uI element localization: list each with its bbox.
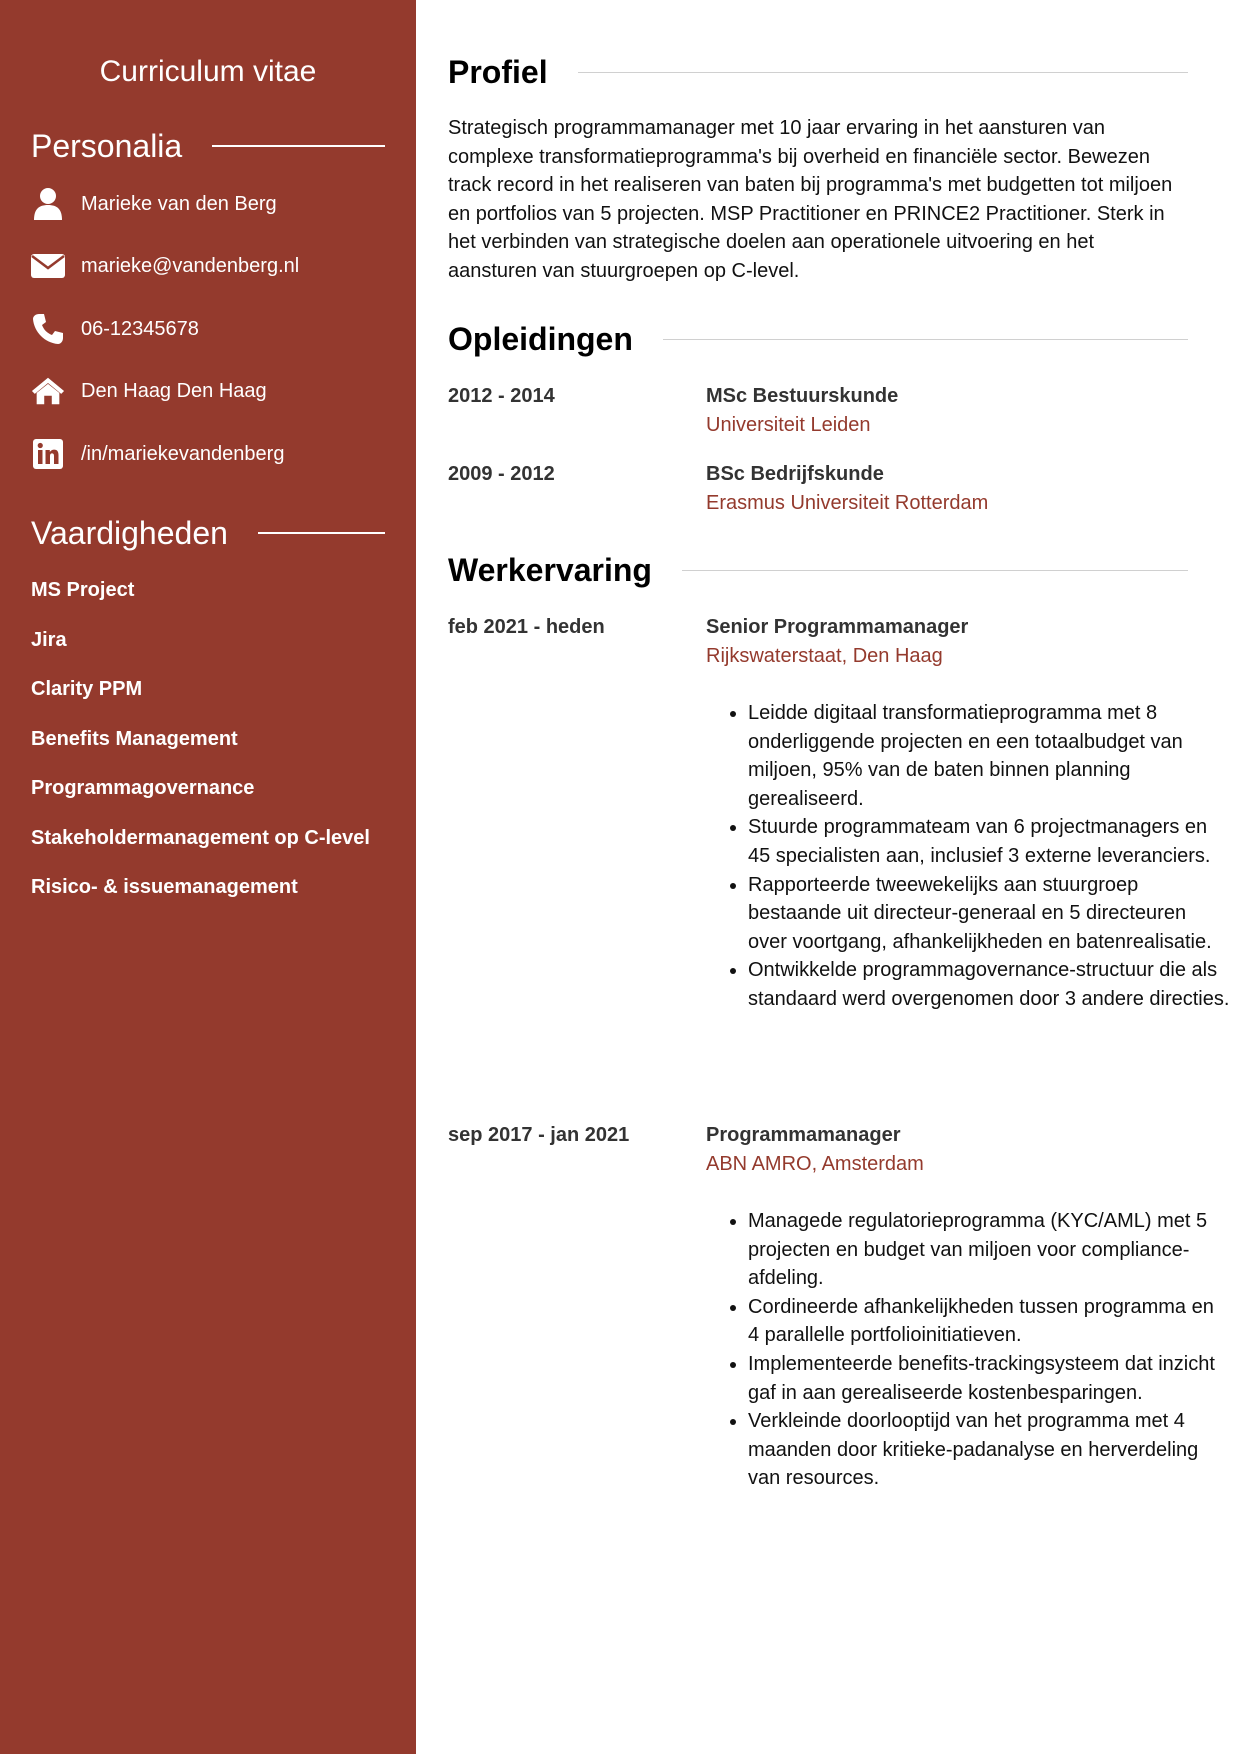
list-item: • Leidde digitaal transformatieprogramma met 8 onderliggende projecten en een totaalbudget van miljoen, 95% van de baten binnen planning gerealiseerd. <box>748 699 1230 813</box>
skills-divider <box>258 532 385 534</box>
education-degree: BSc Bedrijfskunde <box>706 463 884 485</box>
job-employer: Rijkswaterstaat, Den Haag <box>706 645 943 667</box>
job-employer: ABN AMRO, Amsterdam <box>706 1153 924 1175</box>
personalia-heading <box>31 126 385 166</box>
job-achievements <box>706 1207 1230 1493</box>
skill-item: Jira <box>31 629 67 651</box>
skill-item: Stakeholdermanagement op C-level <box>31 827 370 849</box>
contact-phone-text: 06-12345678 <box>81 317 199 340</box>
education-institution: Universiteit Leiden <box>706 414 871 436</box>
skills-heading <box>31 513 385 553</box>
contact-phone <box>31 309 199 349</box>
education-heading-text: Opleidingen <box>448 321 633 357</box>
skills-heading-text: Vaardigheden <box>31 515 228 551</box>
list-item: • Ontwikkelde programmagovernance-structuur die als standaard werd overgenomen door 3 andere directies. <box>748 956 1230 1013</box>
personalia-heading-text: Personalia <box>31 128 183 164</box>
envelope-icon <box>31 249 65 283</box>
job-period: feb 2021 - heden <box>448 616 605 638</box>
list-item: • Verkleinde doorlooptijd van het programma met 4 maanden door kritieke-padanalyse en herverdeling van resources. <box>748 1407 1230 1493</box>
list-item: • Stuurde programmateam van 6 projectmanagers en 45 specialisten aan, inclusief 3 externe leveranciers. <box>748 813 1230 870</box>
job-role: Programmamanager <box>706 1124 901 1146</box>
experience-divider <box>682 570 1188 571</box>
home-icon <box>31 374 65 408</box>
personalia-divider <box>212 145 385 147</box>
job-period: sep 2017 - jan 2021 <box>448 1124 630 1146</box>
education-period: 2009 - 2012 <box>448 463 555 485</box>
education-degree: MSc Bestuurskunde <box>706 385 899 407</box>
list-item: • Cordineerde afhankelijkheden tussen programma en 4 parallelle portfolioinitiatieven. <box>748 1293 1230 1350</box>
contact-linkedin-text[interactable]: /in/mariekevandenberg <box>81 442 285 465</box>
skill-item: Risico- & issuemanagement <box>31 876 298 898</box>
education-period: 2012 - 2014 <box>448 385 555 407</box>
contact-linkedin[interactable] <box>31 434 284 474</box>
job-achievements <box>706 699 1230 1014</box>
contact-name-text: Marieke van den Berg <box>81 192 277 215</box>
experience-heading-text: Werkervaring <box>448 552 652 588</box>
cv-title: Curriculum vitae <box>99 55 317 88</box>
education-divider <box>663 339 1188 340</box>
skill-item: Clarity PPM <box>31 678 143 700</box>
skill-item: Programmagovernance <box>31 777 255 799</box>
sidebar <box>0 0 416 1754</box>
profile-heading <box>448 50 1188 94</box>
experience-heading <box>448 548 1188 592</box>
contact-address-text: Den Haag Den Haag <box>81 379 267 402</box>
skill-item: Benefits Management <box>31 728 238 750</box>
skill-item: MS Project <box>31 579 135 601</box>
contact-name <box>31 184 277 224</box>
education-institution: Erasmus Universiteit Rotterdam <box>706 492 989 514</box>
job-role: Senior Programmamanager <box>706 616 969 638</box>
user-icon <box>31 187 65 221</box>
contact-email <box>31 246 299 286</box>
contact-address <box>31 371 267 411</box>
list-item: • Rapporteerde tweewekelijks aan stuurgroep bestaande uit directeur-generaal en 5 directeuren over voortgang, afhankelijkheden en batenrealisatie. <box>748 871 1230 957</box>
profile-heading-text: Profiel <box>448 54 548 90</box>
list-item: • Managede regulatorieprogramma (KYC/AML) met 5 projecten en budget van miljoen voor compliance-afdeling. <box>748 1207 1230 1293</box>
list-item: • Implementeerde benefits-trackingsysteem dat inzicht gaf in aan gerealiseerde kostenbesparingen. <box>748 1350 1230 1407</box>
profile-divider <box>578 72 1188 73</box>
phone-icon <box>31 312 65 346</box>
education-heading <box>448 317 1188 361</box>
linkedin-icon <box>31 437 65 471</box>
profile-summary: Strategisch programmamanager met 10 jaar ervaring in het aansturen van complexe transformatieprogramma's bij overheid en financiële sector. Bewezen track record in het realiseren van baten bij programma's met budgetten tot miljoen en portfolios van 5 projecten. MSP Practitioner en PRINCE2 Practitioner. Sterk in het verbinden van strategische doelen aan operationele uitvoering en het aansturen van stuurgroepen op C-level. <box>448 117 1173 282</box>
contact-email-text: marieke@vandenberg.nl <box>81 254 300 277</box>
